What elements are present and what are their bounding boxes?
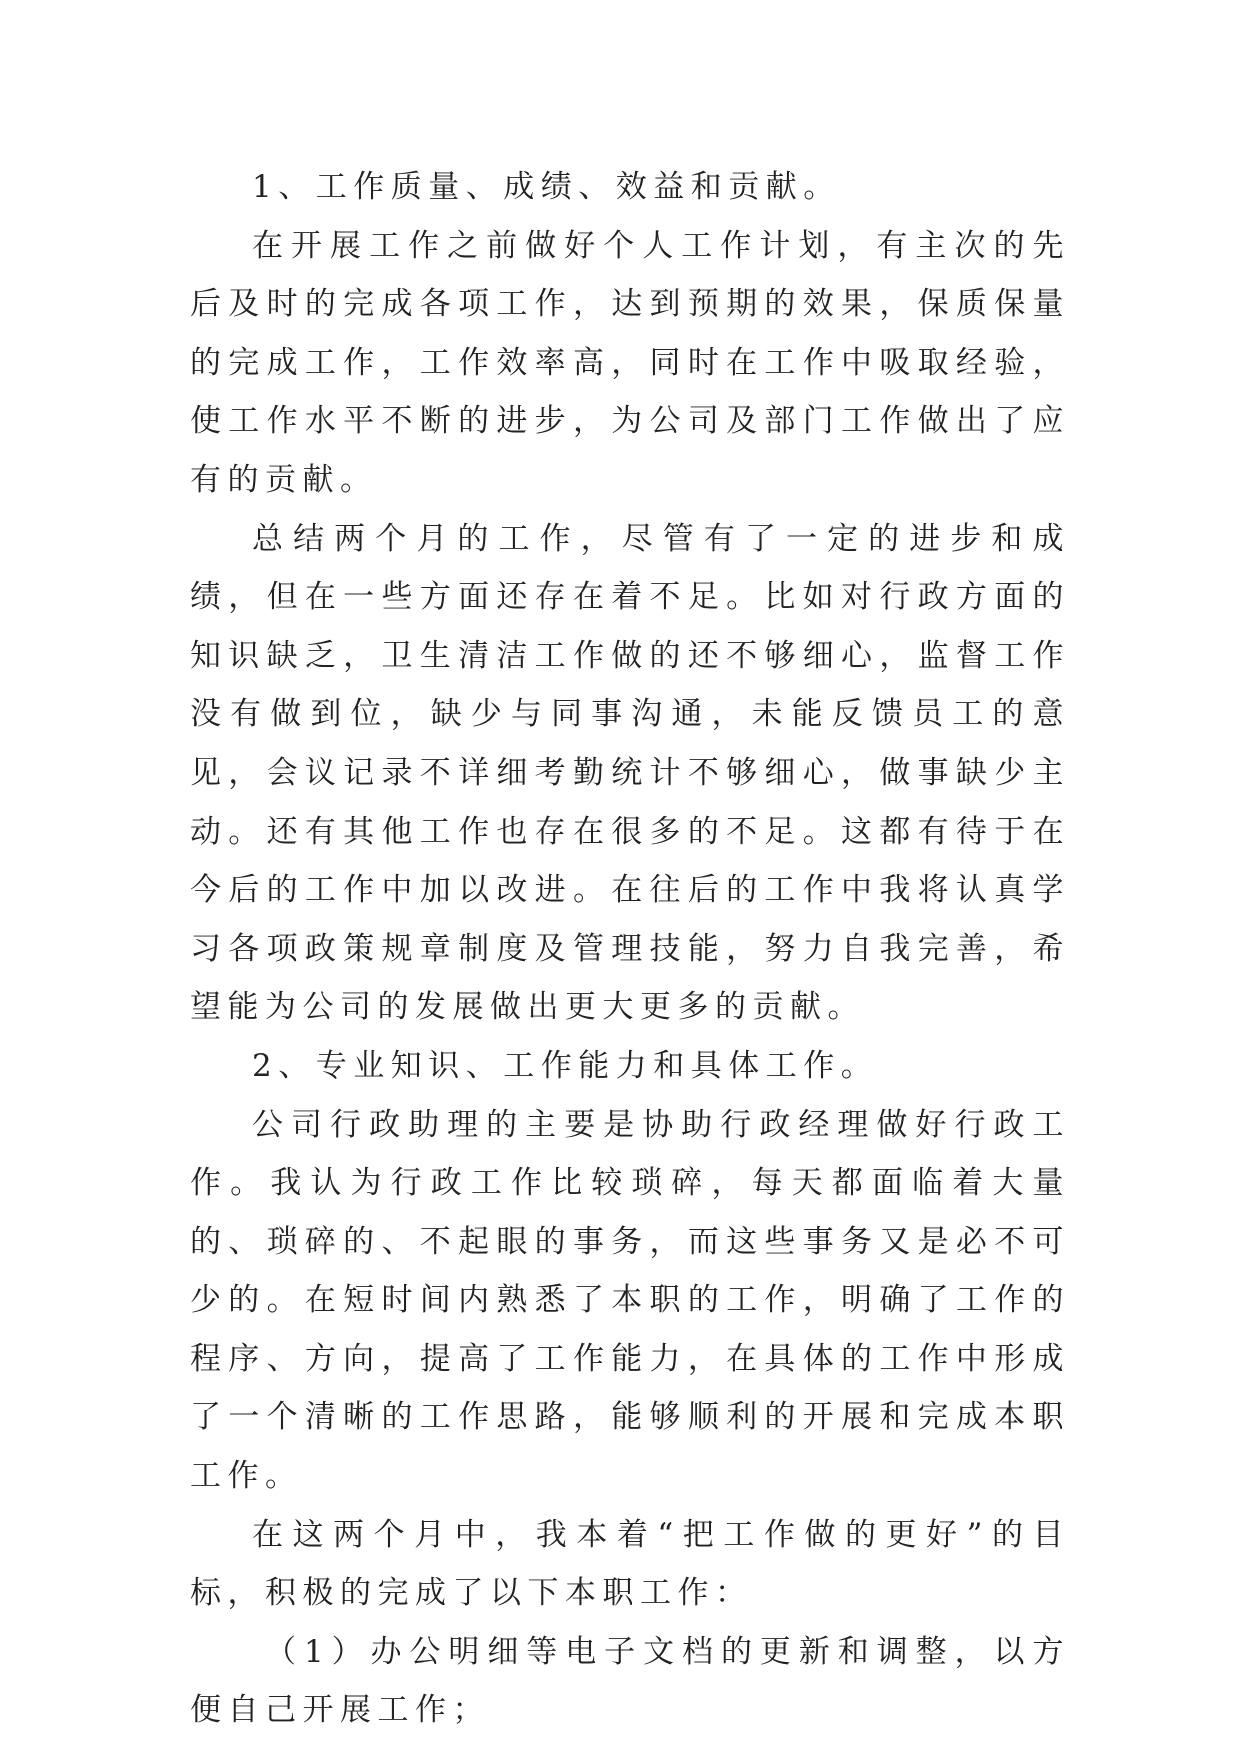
section-heading-2: 2、专业知识、工作能力和具体工作。 xyxy=(252,1047,879,1084)
list-item: （1）办公明细等电子文档的更新和调整，以方便自己开展工作； xyxy=(190,1633,1070,1729)
paragraph: 总结两个月的工作，尽管有了一定的进步和成绩，但在一些方面还存在着不足。比如对行政方面的知识缺乏，卫生清洁工作做的还不够细心，监督工作没有做到位，缺少与同事沟通，未能反馈员工的意见，会议记录不详细考勤统计不够细心，做事缺少主动。还有其他工作也存在很多的不足。这都有待于在今后的工作中加以改进。在往后的工作中我将认真学习各项政策规章制度及管理技能，努力自我完善，希望能为公司的发展做出更大更多的贡献。 xyxy=(190,520,1070,1026)
section-heading-1: 1、工作质量、成绩、效益和贡献。 xyxy=(252,169,841,205)
document-body xyxy=(190,158,1070,1740)
paragraph: 公司行政助理的主要是协助行政经理做好行政工作。我认为行政工作比较琐碎，每天都面临着大量的、琐碎的、不起眼的事务，而这些事务又是必不可少的。在短时间内熟悉了本职的工作，明确了工作的程序、方向，提高了工作能力，在具体的工作中形成了一个清晰的工作思路，能够顺利的开展和完成本职工作。 xyxy=(190,1106,1070,1495)
paragraph: 在开展工作之前做好个人工作计划，有主次的先后及时的完成各项工作，达到预期的效果，保质保量的完成工作，工作效率高，同时在工作中吸取经验，使工作水平不断的进步，为公司及部门工作做出了应有的贡献。 xyxy=(190,227,1070,498)
paragraph: 在这两个月中，我本着“把工作做的更好”的目标，积极的完成了以下本职工作： xyxy=(190,1516,1070,1612)
